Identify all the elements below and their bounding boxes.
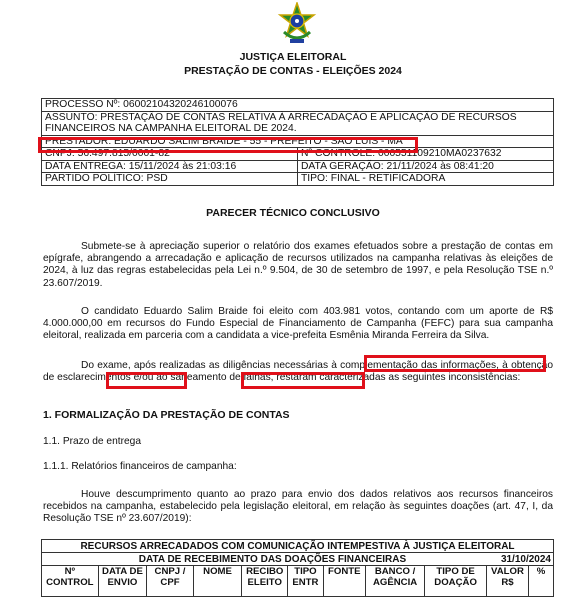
paragraph-intro: Submete-se à apreciação superior o relatório dos exames efetuados sobre a prestação de contas em epígrafe, abrangendo a arrecadação e aplicação de recursos utilizados na campanha relativas às eleições de 2024, à luz das regras estabelecidas pela Lei n.º 9.504, de 30 de setembro de 1997, e pela Resolução TSE n.º 23.607/2019. xyxy=(43,241,553,289)
saneamento-highlight xyxy=(241,372,365,389)
controle-field: Nº CONTROLE: 000551109210MA0237632 xyxy=(298,148,554,161)
processo-field: PROCESSO Nº: 06002104320246100076 xyxy=(42,99,554,112)
col-header: VALOR R$ xyxy=(486,566,528,597)
brazil-coat-of-arms-icon xyxy=(276,2,318,46)
col-header: DATA DE ENVIO xyxy=(98,566,147,597)
col-header: RECIBO ELEITO xyxy=(242,566,288,597)
tipo-field: TIPO: FINAL - RETIFICADORA xyxy=(298,173,554,186)
table-header-row xyxy=(42,566,554,597)
section-1-heading: 1. FORMALIZAÇÃO DA PRESTAÇÃO DE CONTAS xyxy=(43,409,290,421)
col-header: Nº CONTROL xyxy=(42,566,99,597)
col-header: TIPO ENTR xyxy=(288,566,324,597)
subtitle-text: DATA DE RECEBIMENTO DAS DOAÇÕES FINANCEIRAS xyxy=(138,553,407,565)
col-header: CNPJ / CPF xyxy=(147,566,193,597)
prestador-field: PRESTADOR: EDUARDO SALIM BRAIDE - 55 - PREFEITO - SAO LUIS - MA xyxy=(42,135,554,148)
document-title: PRESTAÇÃO DE CONTAS - ELEIÇÕES 2024 xyxy=(184,65,402,77)
paragraph-inconsistencies: Do exame, após realizadas as diligências necessárias à complementação das informações, à obtenção de esclarecimentos e/ou ao saneamento de falhas, restaram caracterizadas as seguintes inconsistências: xyxy=(43,360,553,384)
table-title: RECURSOS ARRECADADOS COM COMUNICAÇÃO INTEMPESTIVA À JUSTIÇA ELEITORAL xyxy=(42,540,554,553)
data-geracao-field: DATA GERAÇÃO: 21/11/2024 às 08:41:20 xyxy=(298,160,554,173)
assunto-field: ASSUNTO: PRESTAÇÃO DE CONTAS RELATIVA À ARRECADAÇÃO E APLICAÇÃO DE RECURSOS FINANCEIROS NA CAMPANHA ELEITORAL DE 2024. xyxy=(42,111,554,135)
col-header: TIPO DE DOAÇÃO xyxy=(425,566,487,597)
subtitle-date: 31/10/2024 xyxy=(500,553,551,565)
complementacao-highlight xyxy=(364,355,546,372)
col-header: FONTE xyxy=(323,566,365,597)
col-header: NOME xyxy=(193,566,242,597)
col-header: BANCO / AGÊNCIA xyxy=(365,566,424,597)
table-subtitle xyxy=(42,553,554,566)
cnpj-field: CNPJ: 56.497.815/0001-82 xyxy=(42,148,298,161)
paragraph-candidate: O candidato Eduardo Salim Braide foi eleito com 403.981 votos, contando com um aporte de R$ 4.000.000,00 em recursos do Fundo Especial de Financiamento de Campanha (FEFC) para sua campanha eleitoral, realizada em parceria com a candidata a vice-prefeita Esmênia Miranda Ferreira da Silva. xyxy=(43,306,553,342)
late-donations-table xyxy=(41,539,554,597)
court-name: JUSTIÇA ELEITORAL xyxy=(239,51,347,63)
paragraph-deadline: Houve descumprimento quanto ao prazo para envio dos dados relativos aos recursos financeiros recebidos na campanha, estabelecido pela legislação eleitoral, em relação às seguintes doações (art. 47, I, da Resolução TSE nº 23.607/2019): xyxy=(43,489,553,525)
partido-field: PARTIDO POLÍTICO: PSD xyxy=(42,173,298,186)
section-1-1-heading: 1.1. Prazo de entrega xyxy=(43,436,141,447)
data-entrega-field: DATA ENTREGA: 15/11/2024 às 21:03:16 xyxy=(42,160,298,173)
esclarecimentos-highlight xyxy=(106,372,187,389)
prestador-highlight xyxy=(38,137,418,153)
parecer-title: PARECER TÉCNICO CONCLUSIVO xyxy=(206,207,380,219)
col-header: % xyxy=(529,566,554,597)
section-1-1-1-heading: 1.1.1. Relatórios financeiros de campanha: xyxy=(43,461,237,472)
